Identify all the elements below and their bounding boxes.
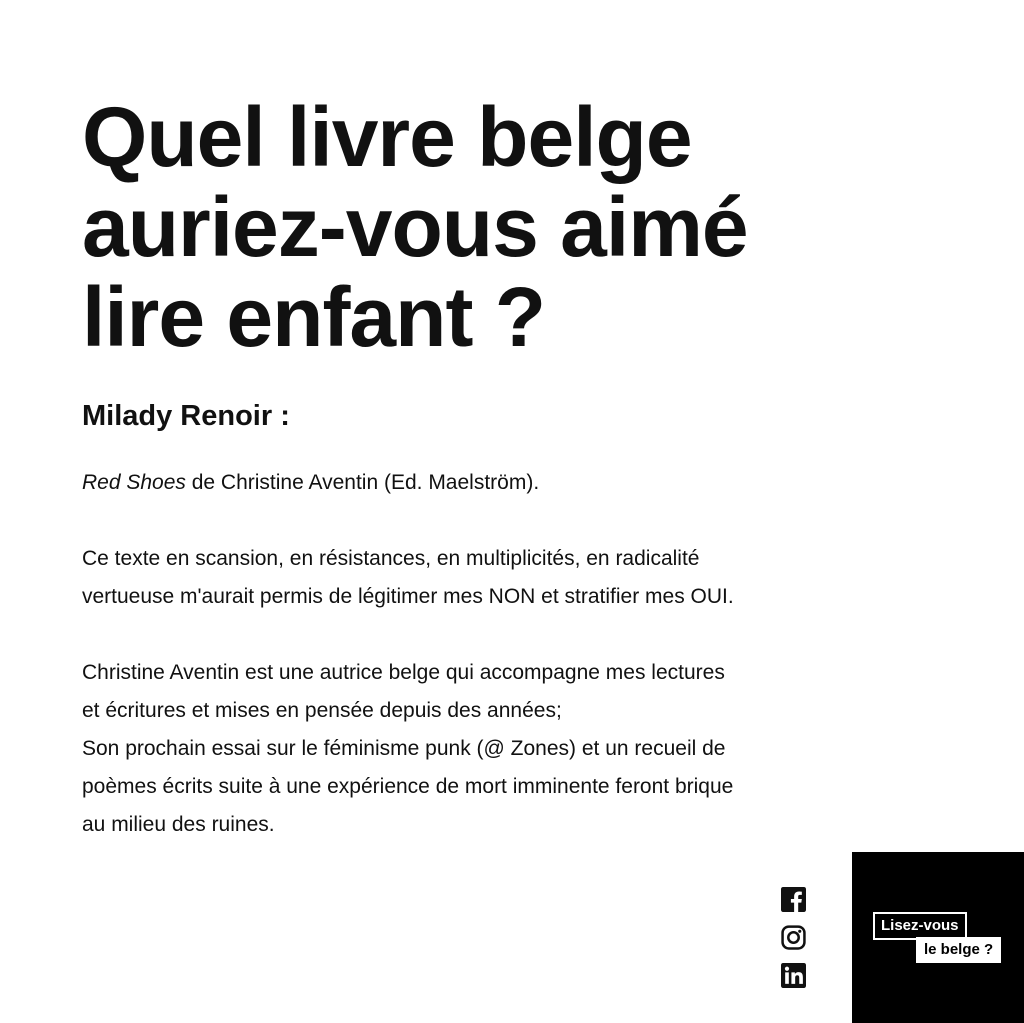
paragraph-1-line-1: Ce texte en scansion, en résistances, en multiplicités, en radicalité (82, 547, 700, 570)
linkedin-link[interactable] (781, 963, 806, 988)
paragraph-2-line-2: et écritures et mises en pensée depuis des années; (82, 699, 562, 722)
book-title: Red Shoes (82, 471, 186, 494)
book-citation (82, 464, 852, 502)
paragraph-2-line-1: Christine Aventin est une autrice belge qui accompagne mes lectures (82, 661, 725, 684)
paragraph-2-line-3: Son prochain essai sur le féminisme punk (@ Zones) et un recueil de (82, 737, 726, 760)
linkedin-icon (781, 963, 806, 988)
logo-text-bottom: le belge ? (916, 937, 1001, 963)
instagram-icon (781, 925, 806, 950)
paragraph-2-line-5: au milieu des ruines. (82, 813, 275, 836)
social-links (781, 887, 807, 1001)
facebook-link[interactable] (781, 887, 806, 912)
brand-logo-box[interactable] (852, 852, 1024, 1023)
citation-line (82, 464, 852, 502)
headline-line-3: lire enfant ? (82, 270, 546, 364)
headline (82, 92, 882, 362)
paragraph-1-line-2: vertueuse m'aurait permis de légitimer mes NON et stratifier mes OUI. (82, 585, 734, 608)
headline-line-1: Quel livre belge (82, 90, 692, 184)
paragraph-2 (82, 654, 852, 844)
paragraph-2-line-4: poèmes écrits suite à une expérience de mort imminente feront brique (82, 775, 734, 798)
citation-rest: de Christine Aventin (Ed. Maelström). (185, 471, 540, 494)
instagram-link[interactable] (781, 925, 806, 950)
logo-text-top: Lisez-vous (873, 912, 967, 940)
author-name: Milady Renoir : (82, 400, 290, 432)
headline-line-2: auriez-vous aimé (82, 180, 748, 274)
facebook-icon (781, 887, 806, 912)
paragraph-1 (82, 540, 852, 616)
